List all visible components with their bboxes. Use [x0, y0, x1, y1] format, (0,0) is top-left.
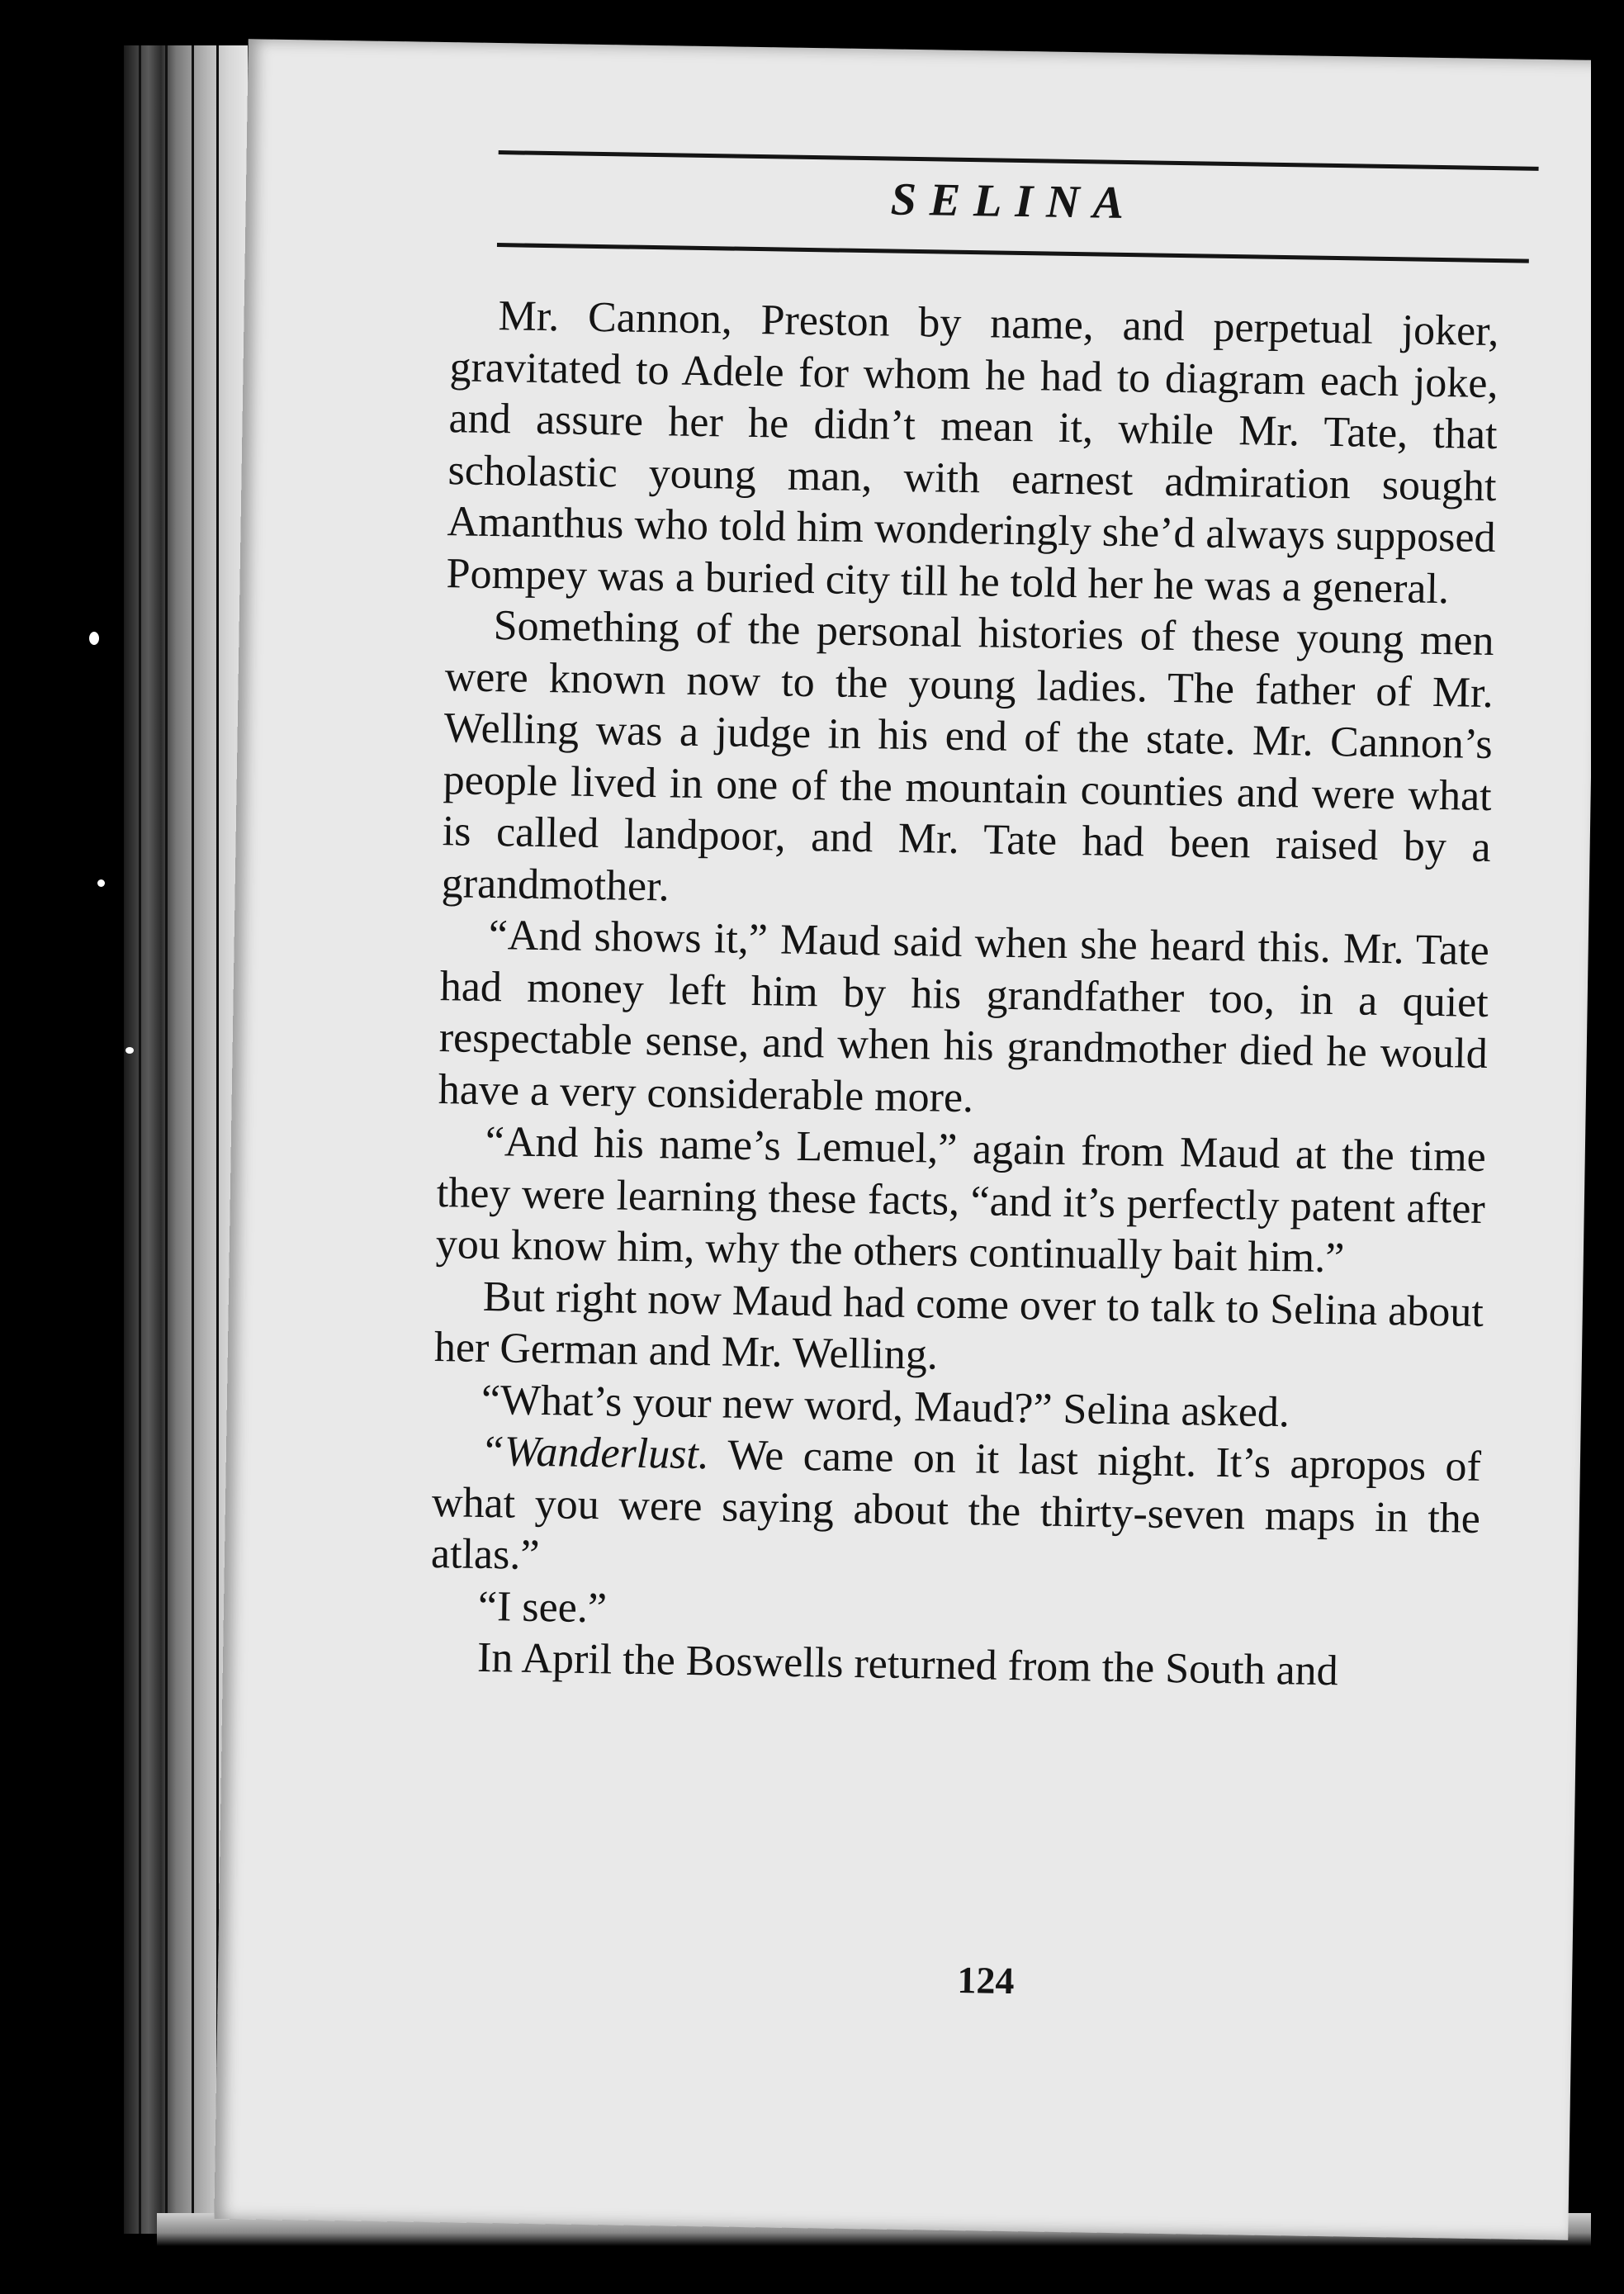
- scan-speck: [125, 1047, 134, 1054]
- running-title: SELINA: [890, 173, 1138, 230]
- paragraph-wanderlust: [431, 1425, 1482, 1596]
- paragraph-text: We came on it last night. It’s apropos of what you were saying about the thirty-seven maps in the atlas.”: [430, 1431, 1482, 1580]
- scan-right-border: [1591, 0, 1624, 2294]
- binding-edge-line: [139, 45, 141, 2234]
- paragraph: “What’s your new word, Maud?” Selina asked.: [481, 1376, 1290, 1436]
- header-rule-bottom: [497, 243, 1529, 263]
- page-number: 124: [957, 1959, 1015, 2003]
- italic-word: “Wanderlust.: [480, 1427, 710, 1479]
- paragraph: “I see.”: [477, 1582, 608, 1632]
- binding-edge-line: [165, 45, 168, 2234]
- paragraph: But right now Maud had come over to talk to Selina about her German and Mr. Welling.: [433, 1273, 1484, 1379]
- body-text: [429, 290, 1499, 1699]
- page-sheet: [214, 39, 1602, 2239]
- paragraph: Mr. Cannon, Preston by name, and perpetual joker, gravitated to Adele for whom he had to diagram each joke, and assure her he didn’t mean it, while Mr. Tate, that scholastic young man, with earnest admiration sought Amanthus who told him wonderingly she’d always supposed Pompey was a buried city till he told her he was a general.: [446, 292, 1499, 613]
- paragraph: In April the Boswells returned from the South and: [476, 1633, 1339, 1695]
- binding-edge-line: [192, 45, 194, 2234]
- paragraph: “And shows it,” Maud said when she heard this. Mr. Tate had money left him by his grandfather too, in a quiet respectable sense, and when his grandmother died he would have a very considerable more.: [438, 911, 1490, 1121]
- header-rule-top: [499, 150, 1539, 171]
- scan-speck: [97, 879, 105, 887]
- paragraph: “And his name’s Lemuel,” again from Maud at the time they were learning these facts, “and it’s perfectly patent after you know him, why the others continually bait him.”: [435, 1117, 1487, 1282]
- scan-speck: [89, 632, 99, 645]
- paragraph: Something of the personal histories of these young men were known now to the young ladies. The father of Mr. Welling was a judge in his end of the state. Mr. Cannon’s people lived in one of the mountain counties and were what is called landpoor, and Mr. Tate had been raised by a grandmother.: [441, 602, 1495, 910]
